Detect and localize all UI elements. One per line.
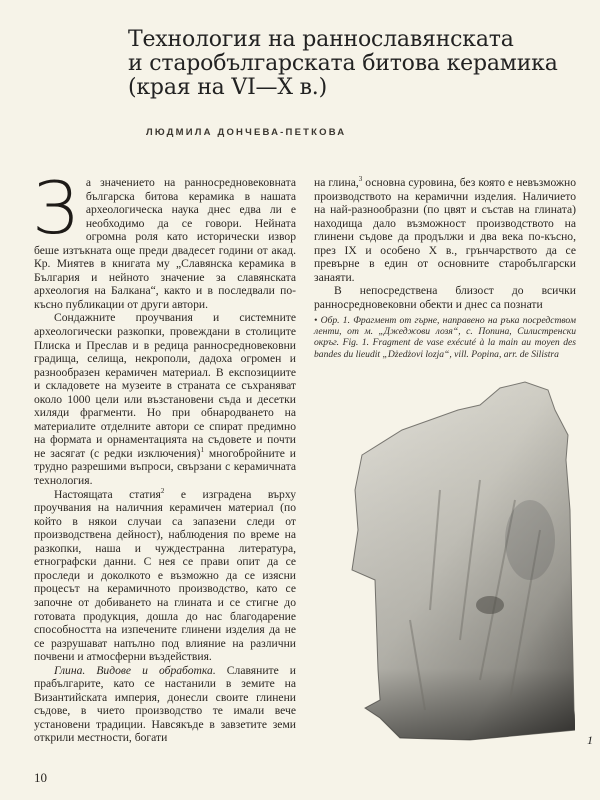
paragraph-3 — [34, 488, 296, 664]
author-name: ЛЮДМИЛА ДОНЧЕВА-ПЕТКОВА — [146, 127, 347, 138]
rp1-text-b: основна суровина, без която е невъзможно производството на керамични изделия. Наличието на най-разнообразни (по цвят и състав на глината) находища дало възможност производството на глинени съдове да продължи и два века по-късно, през IX и особено X в., грънчарството да се превърне в един от основните старобългарски занаяти. — [314, 176, 577, 284]
right-paragraph-1 — [314, 176, 576, 284]
drop-cap: З — [32, 166, 78, 250]
right-paragraph-2: В непосредствена близост до всички ранносредновековни обекти и днес са познати — [314, 284, 576, 311]
paragraph-intro — [32, 166, 296, 311]
pottery-fragment-image — [340, 380, 575, 742]
p2-text-a: Сондажните проучвания и системните археологически разкопки, провеждани в столиците Плиска и Преслав и в редица ранносредновековни градища, селища, некрополи, дадоха огромен и разнообразен керамичен материал. В експозициите и складовете на музеите в страната се съхраняват около 1000 цели или възстановени съда и десетки хиляди фрагменти. Но при обнародването на материалите отделните автори се спират предимно на формата и орнаментацията на съдовете и почти не засягат (с редки изключения) — [34, 311, 296, 460]
footnote-ref-2: 2 — [160, 486, 165, 495]
right-column — [314, 176, 576, 311]
paragraph-4 — [34, 664, 296, 745]
p3-text-b: е изградена върху проучвания на наличния керамичен материал (по който в някои случаи са запазени следи от производствена дейност), наблюдения по време на разкопки, наша и чуждестранна литература, етнографски данни. С нея се прави опит да се проследи и доколкото е възможно да се изясни процесът на керамичното производство, като се започне от добиването на глината и се стигне до готовата продукция, дошла до нас благодарение способността на изпечените глинени изделия да не се разрушават напълно под влияние на различни почвени и атмосферни въздействия. — [34, 487, 296, 664]
figure-photo — [340, 380, 575, 742]
title-line-2: и старобългарската битова керамика — [128, 51, 558, 76]
rp1-text-a: на глина, — [314, 176, 359, 189]
p3-text-a: Настоящата статия — [54, 487, 161, 501]
article-title — [128, 28, 568, 100]
figure-number: 1 — [587, 733, 593, 747]
title-line-1: Технология на раннославянската — [128, 27, 514, 52]
left-column — [32, 166, 297, 745]
footnote-ref-3: 3 — [358, 175, 363, 184]
section-heading: Глина. Видове и обработка. — [54, 663, 216, 677]
footnote-ref-1: 1 — [200, 446, 204, 455]
intro-text: а значението на ранносредновековната българска битова керамика в нашата археологическа наука днес едва ли е необходимо да се говори. Нейната огромна роля като исторически извор беше изтъкната още преди двадесет години от акад. Кр. Миятев в книгата му „Славянска керамика в България и нейното значение за славянската археология на Балкана“, както и в последвали по-късно публикации от други автори. — [34, 176, 296, 311]
page-number: 10 — [34, 770, 47, 785]
paragraph-2 — [34, 311, 296, 487]
figure-caption: • Обр. 1. Фрагмент от гърне, направено на ръка посредством ленти, от м. „Джеджови лозя“, с. Попина, Силистренски окръг. Fig. 1. Fragment de vase exécuté à la main au moyen des bandes du lieudit „Dżedżovi lozja“, vill. Popina, arr. de Silistra — [314, 315, 576, 360]
p2-text-b: многобройните и трудно разрешими въпроси, свързани с керамичната технология. — [34, 446, 296, 488]
p4-text: Славяните и прабългарите, като се настанили в земите на Византийската империя, донесли своите глинени съдове, в чието производство те имали вече установени традиции. Навсякъде в завзетите земи открили местности, богати — [34, 663, 297, 745]
title-line-3: (края на VI—X в.) — [128, 75, 327, 100]
